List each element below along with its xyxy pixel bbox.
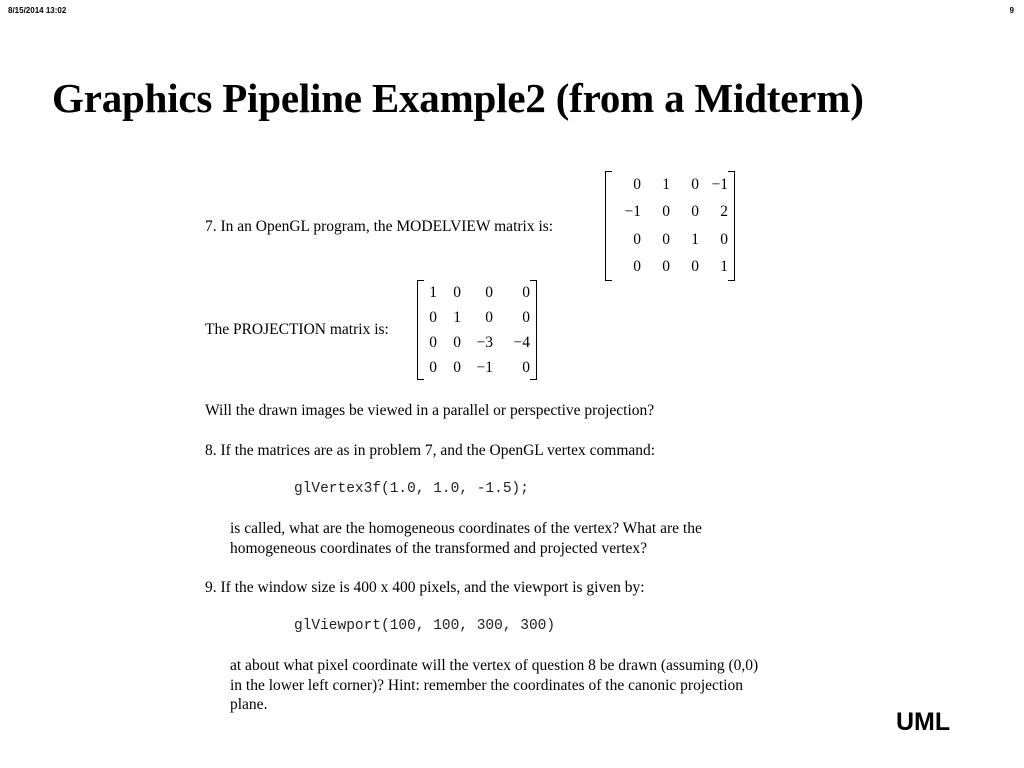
matrix-row xyxy=(612,199,728,227)
matrix-cell: 0 xyxy=(522,283,530,301)
matrix-cell: 0 xyxy=(453,283,461,301)
matrix-cell: 0 xyxy=(633,175,641,193)
q8-line2: homogeneous coordinates of the transformed and projected vertex? xyxy=(230,540,648,557)
matrix-cell: 2 xyxy=(720,203,728,221)
matrix-cell: 1 xyxy=(720,258,728,276)
matrix-cell: 0 xyxy=(429,333,437,351)
matrix-row xyxy=(424,280,530,305)
matrix-row xyxy=(424,305,530,330)
slide-date: 8/15/2014 13:02 xyxy=(8,6,67,15)
matrix-cell: 0 xyxy=(522,358,530,376)
matrix-cell: 0 xyxy=(662,258,670,276)
q9-line3: plane. xyxy=(230,696,268,713)
matrix-cell: 1 xyxy=(453,308,461,326)
matrix-cell: 0 xyxy=(691,258,699,276)
matrix-cell: −1 xyxy=(624,203,641,221)
slide-title: Graphics Pipeline Example2 (from a Midterm) xyxy=(52,75,864,121)
matrix-row xyxy=(612,254,728,282)
projection-label: The PROJECTION matrix is: xyxy=(205,321,389,338)
matrix-cell: 0 xyxy=(453,358,461,376)
matrix-cell: 0 xyxy=(485,308,493,326)
matrix-cell: 0 xyxy=(485,283,493,301)
matrix-row xyxy=(612,226,728,254)
modelview-matrix xyxy=(605,171,735,281)
matrix-cell: 0 xyxy=(453,333,461,351)
q7-question: Will the drawn images be viewed in a parallel or perspective projection? xyxy=(205,402,655,419)
q9-line2: in the lower left corner)? Hint: remember the coordinates of the canonic projection xyxy=(230,677,744,694)
matrix-cell: 0 xyxy=(662,230,670,248)
projection-matrix xyxy=(417,280,537,380)
matrix-left-bracket xyxy=(417,280,424,380)
modelview-matrix-table xyxy=(612,171,728,281)
matrix-cell: −3 xyxy=(476,333,493,351)
matrix-cell: 0 xyxy=(429,308,437,326)
matrix-cell: 0 xyxy=(662,203,670,221)
matrix-cell: 0 xyxy=(691,175,699,193)
matrix-cell: −4 xyxy=(513,333,530,351)
matrix-cell: 0 xyxy=(720,230,728,248)
matrix-row xyxy=(424,330,530,355)
matrix-cell: −1 xyxy=(476,358,493,376)
matrix-right-bracket xyxy=(728,171,735,281)
matrix-cell: 0 xyxy=(691,203,699,221)
q9-intro: 9. If the window size is 400 x 400 pixels, and the viewport is given by: xyxy=(205,579,645,596)
glvertex-code: glVertex3f(1.0, 1.0, -1.5); xyxy=(294,481,529,497)
matrix-cell: 0 xyxy=(633,258,641,276)
q7-intro: 7. In an OpenGL program, the MODELVIEW matrix is: xyxy=(205,218,554,235)
matrix-cell: −1 xyxy=(711,175,728,193)
glviewport-code: glViewport(100, 100, 300, 300) xyxy=(294,618,556,634)
matrix-left-bracket xyxy=(605,171,612,281)
matrix-cell: 1 xyxy=(429,283,437,301)
matrix-cell: 1 xyxy=(662,175,670,193)
matrix-row xyxy=(424,355,530,380)
projection-matrix-table xyxy=(424,280,530,380)
matrix-cell: 1 xyxy=(691,230,699,248)
matrix-right-bracket xyxy=(530,280,537,380)
matrix-row xyxy=(612,171,728,199)
q9-line1: at about what pixel coordinate will the vertex of question 8 be drawn (assuming (0,0) xyxy=(230,657,759,674)
matrix-cell: 0 xyxy=(429,358,437,376)
q8-line1: is called, what are the homogeneous coordinates of the vertex? What are the xyxy=(230,520,702,537)
q8-intro: 8. If the matrices are as in problem 7, and the OpenGL vertex command: xyxy=(205,442,656,459)
matrix-cell: 0 xyxy=(633,230,641,248)
uml-logo: UML xyxy=(896,708,951,736)
matrix-cell: 0 xyxy=(522,308,530,326)
page-number: 9 xyxy=(1009,6,1014,15)
